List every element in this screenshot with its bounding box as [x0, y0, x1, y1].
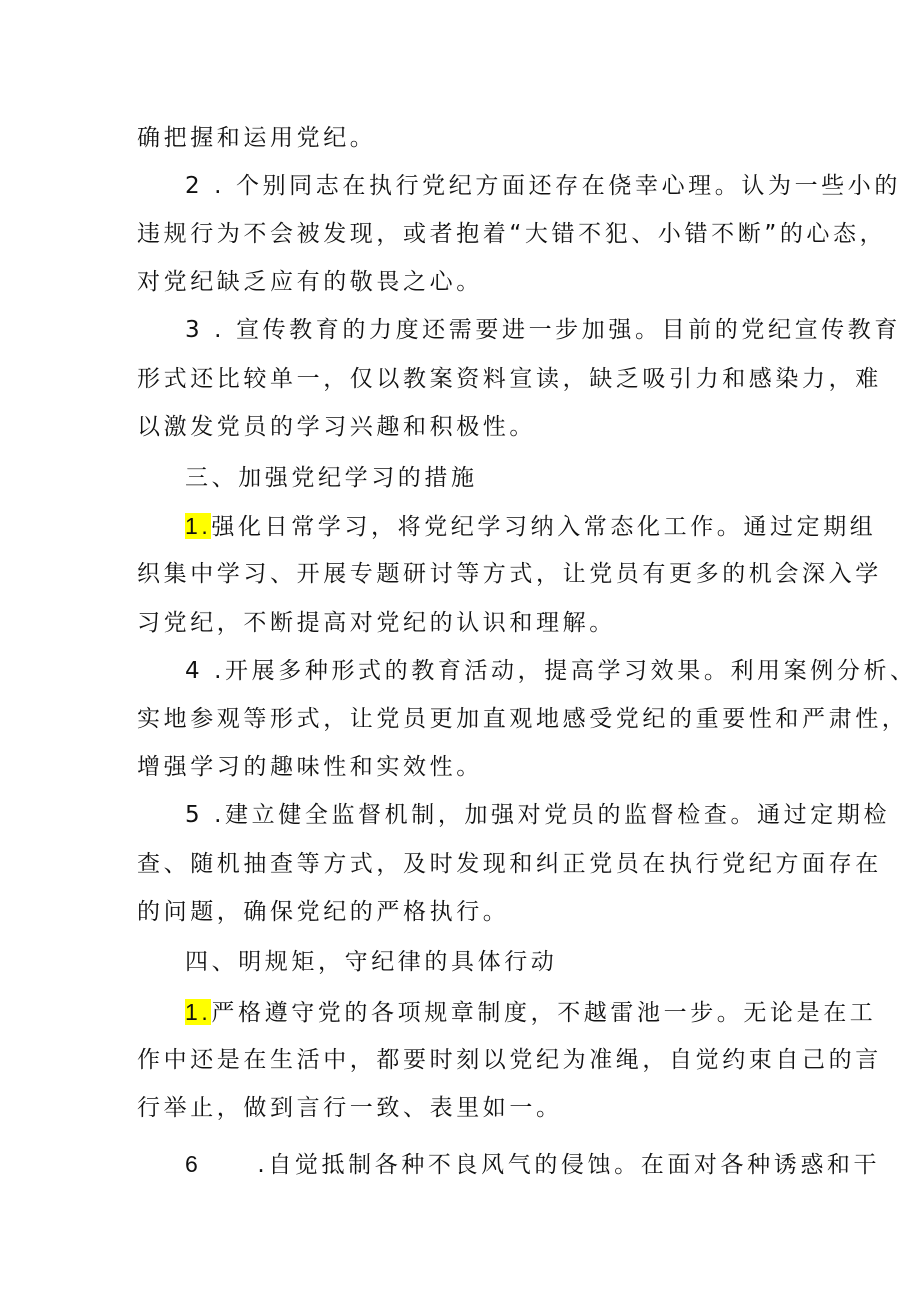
paragraph-line: 4 .开展多种形式的教育活动，提高学习效果。利用案例分析、 [185, 658, 917, 684]
paragraph-line: 的问题，确保党纪的严格执行。 [137, 899, 510, 925]
highlighted-item-number: 1. [185, 999, 212, 1025]
paragraph-line: 2 . 个别同志在执行党纪方面还存在侥幸心理。认为一些小的 [185, 173, 901, 199]
paragraph-text: 强化日常学习，将党纪学习纳入常态化工作。通过定期组 [211, 514, 877, 540]
paragraph-text: .自觉抵制各种不良风气的侵蚀。在面对各种诱惑和干 [257, 1152, 881, 1178]
item-number: 6 [185, 1151, 202, 1177]
paragraph-line [185, 998, 876, 1026]
paragraph-line: 增强学习的趣味性和实效性。 [137, 754, 483, 780]
paragraph-line: 作中还是在生活中，都要时刻以党纪为准绳，自觉约束自己的言 [137, 1047, 882, 1073]
section-heading: 四、明规矩，守纪律的具体行动 [185, 949, 558, 975]
paragraph-line: 对党纪缺乏应有的敬畏之心。 [137, 269, 483, 295]
section-heading: 三、加强党纪学习的措施 [185, 465, 478, 491]
paragraph-line: 形式还比较单一，仅以教案资料宣读，缺乏吸引力和感染力，难 [137, 366, 882, 392]
paragraph-text: 严格遵守党的各项规章制度，不越雷池一步。无论是在工 [211, 1000, 877, 1026]
paragraph-line: 习党纪，不断提高对党纪的认识和理解。 [137, 610, 616, 636]
paragraph-line [185, 1150, 880, 1178]
paragraph-line: 5 .建立健全监督机制，加强对党员的监督检查。通过定期检 [185, 802, 891, 828]
paragraph-line: 违规行为不会被发现，或者抱着“大错不犯、小错不断”的心态， [137, 221, 887, 247]
paragraph-line: 3 . 宣传教育的力度还需要进一步加强。目前的党纪宣传教育 [185, 317, 901, 343]
highlighted-item-number: 1. [185, 513, 212, 539]
paragraph-line: 实地参观等形式，让党员更加直观地感受党纪的重要性和严肃性， [137, 706, 909, 732]
paragraph-line: 织集中学习、开展专题研讨等方式，让党员有更多的机会深入学 [137, 561, 882, 587]
paragraph-line: 确把握和运用党纪。 [137, 125, 377, 151]
paragraph-line: 行举止，做到言行一致、表里如一。 [137, 1095, 563, 1121]
paragraph-line: 查、随机抽查等方式，及时发现和纠正党员在执行党纪方面存在 [137, 851, 882, 877]
paragraph-line [185, 512, 876, 540]
paragraph-line: 以激发党员的学习兴趣和积极性。 [137, 414, 536, 440]
